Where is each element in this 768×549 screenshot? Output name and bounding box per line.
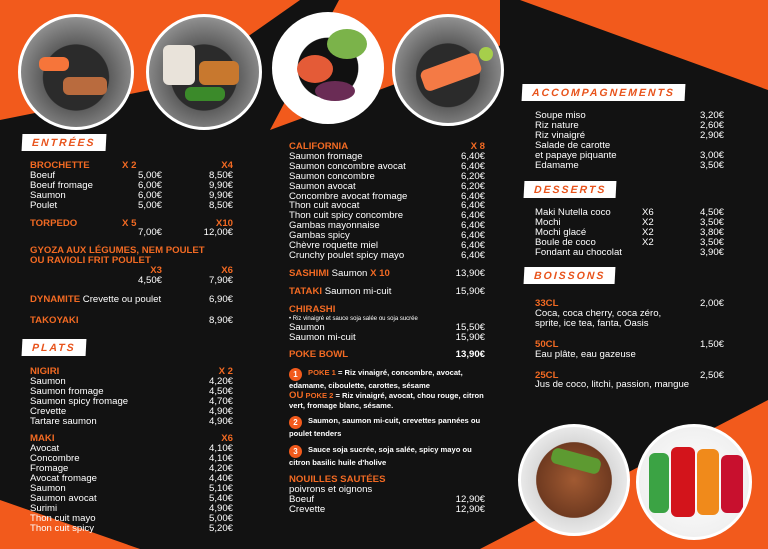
- menu-item: Maki Nutella coco X6 4,50€: [535, 207, 724, 218]
- menu-item: Thon cuit spicy 5,20€: [30, 522, 233, 534]
- maki-image: [163, 45, 195, 85]
- poke-name: POKE BOWL: [289, 349, 349, 361]
- nigiri-name: NIGIRI: [30, 366, 60, 377]
- menu-item: Saumon avocat 5,40€: [30, 492, 233, 504]
- red-cabbage-image: [315, 81, 355, 101]
- menu-item: Soupe miso 3,20€: [535, 110, 724, 121]
- menu-item: Crunchy poulet spicy mayo 6,40€: [289, 249, 485, 261]
- dynamite-row: [30, 295, 233, 305]
- menu-item: Mochi X2 3,50€: [535, 216, 724, 228]
- sushi-photo: [18, 14, 134, 130]
- sashimi-desc: Saumon: [331, 267, 368, 279]
- poke-step-2: [289, 416, 485, 439]
- salad-image: [185, 87, 225, 101]
- poke1-label: POKE 1: [308, 368, 336, 378]
- nem-image: [199, 61, 239, 85]
- menu-item: Saumon mi-cuit 15,90€: [289, 331, 485, 343]
- california-qty: X 8: [470, 141, 485, 152]
- tataki-name: TATAKI: [289, 285, 323, 297]
- menu-item: Crevette 12,90€: [289, 504, 485, 515]
- boisson-group-header: 50CL 1,50€: [535, 338, 724, 350]
- menu-item: Gambas mayonnaise 6,40€: [289, 220, 485, 232]
- torpedo-name: TORPEDO: [30, 217, 78, 229]
- menu-item: Poulet 5,00€ 8,50€: [30, 199, 233, 211]
- entrees-list: [30, 161, 233, 326]
- dynamite-desc: Crevette ou poulet: [82, 293, 162, 305]
- poke-step-3: [289, 445, 485, 468]
- menu-item: Saumon 5,10€: [30, 482, 233, 494]
- menu-item: Avocat 4,10€: [30, 443, 233, 455]
- maki-qty: X6: [221, 433, 233, 445]
- takoyaki-row: [30, 316, 233, 326]
- menu-item: Thon cuit mayo 5,00€: [30, 512, 233, 524]
- boissons-list: [535, 299, 724, 390]
- boisson-group-desc: Eau plâte, eau gazeuse: [535, 348, 636, 360]
- drinks-photo: [636, 424, 752, 540]
- section-title-plats: PLATS: [22, 339, 87, 356]
- menu-item: Saumon 15,50€: [289, 321, 485, 333]
- nigiri-qty: X 2: [218, 366, 233, 377]
- menu-item: Concombre avocat fromage 6,40€: [289, 190, 485, 202]
- torpedo-qty2: X10: [215, 217, 233, 229]
- poke-or-label: OU: [289, 389, 304, 401]
- sashimi-slices-image: [419, 51, 483, 92]
- desserts-list: [535, 208, 724, 258]
- gyoza-qty-row: [30, 266, 233, 276]
- brochette-qty2: X4: [221, 160, 233, 171]
- poke-header: [289, 350, 485, 360]
- menu-item: Saumon spicy fromage 4,70€: [30, 395, 233, 407]
- menu-item: et papaye piquante 3,00€: [535, 149, 724, 161]
- boisson-group-header: 25CL 2,50€: [535, 369, 724, 381]
- maki-header: [30, 434, 233, 444]
- menu-item: Thon cuit spicy concombre 6,40€: [289, 210, 485, 222]
- torpedo-header: [30, 219, 233, 229]
- menu-item: Boeuf fromage 6,00€ 9,90€: [30, 179, 233, 191]
- maki-name: MAKI: [30, 433, 55, 445]
- dynamite-name: DYNAMITE: [30, 293, 81, 305]
- menu-item: Saumon fromage 6,40€: [289, 150, 485, 162]
- poke-bowl-photo: [272, 12, 384, 124]
- poke-price: 13,90€: [455, 349, 485, 361]
- menu-item: Mochi glacé X2 3,80€: [535, 226, 724, 238]
- menu-item: Saumon 6,00€ 9,90€: [30, 189, 233, 201]
- accompagnements-list: [535, 111, 724, 170]
- menu-item: Salade de carotte: [535, 139, 611, 151]
- chirashi-note: • Riz vinaigré et sauce soja salée ou soja sucrée: [289, 315, 418, 322]
- sashimi-qty: X 10: [370, 267, 390, 279]
- menu-item: Crevette 4,90€: [30, 405, 233, 417]
- boisson-group-header: 33CL 2,00€: [535, 298, 724, 309]
- middle-list: [289, 142, 485, 515]
- tataki-desc: Saumon mi-cuit: [324, 285, 392, 297]
- salmon-nigiri-image: [39, 57, 69, 71]
- section-title-boissons: BOISSONS: [524, 267, 616, 284]
- menu-item: Boeuf 5,00€ 8,50€: [30, 169, 233, 181]
- boisson-group-desc: Coca, coca cherry, coca zéro,: [535, 307, 662, 319]
- maki-nem-photo: [146, 14, 262, 130]
- menu-item: Riz vinaigré 2,90€: [535, 129, 724, 141]
- sashimi-photo: [392, 14, 504, 126]
- boisson-group-desc: Jus de coco, litchi, passion, mangue: [535, 379, 690, 391]
- sashimi-name: SASHIMI: [289, 267, 329, 279]
- gyoza-name-line2: OU RAVIOLI FRIT POULET: [30, 255, 151, 267]
- menu-item: 4,50€ 7,90€: [137, 275, 233, 287]
- step-number-1: 1: [289, 368, 302, 381]
- fanta-can-icon: [697, 449, 719, 515]
- menu-item: Saumon 4,20€: [30, 375, 233, 387]
- menu-item: Riz nature 2,60€: [535, 119, 724, 131]
- menu-item: Concombre 4,10€: [30, 453, 233, 465]
- section-title-desserts: DESSERTS: [524, 181, 617, 198]
- brochette-image: [63, 77, 107, 95]
- section-title-entrees: ENTRÉES: [22, 134, 106, 151]
- menu-item: Saumon fromage 4,50€: [30, 385, 233, 397]
- menu-item: 7,00€ 12,00€: [137, 227, 233, 239]
- pepper-image: [550, 447, 602, 475]
- brochette-header: [30, 161, 233, 171]
- menu-item: Saumon avocat 6,20€: [289, 180, 485, 192]
- boisson-group-desc: sprite, ice tea, fanta, Oasis: [535, 317, 649, 329]
- tataki-row: [289, 287, 485, 297]
- menu-item: Fondant au chocolat 3,90€: [535, 246, 724, 258]
- menu-item: Fromage 4,20€: [30, 463, 233, 475]
- poke2-text: = Riz vinaigré, avocat, chou rouge, citron vert, fromage blanc, sésame.: [289, 390, 484, 410]
- poke-step-3-text: Sauce soja sucrée, soja salée, spicy mayo ou citron basilic huile d'holive: [289, 444, 472, 467]
- torpedo-qty1: X 5: [122, 217, 137, 229]
- tataki-price: 15,90€: [455, 285, 485, 297]
- menu-item: Boule de coco X2 3,50€: [535, 236, 724, 248]
- nouilles-name: NOUILLES SAUTÉES: [289, 474, 386, 486]
- poke1-text: = Riz vinaigré, concombre, avocat, edamame, ciboulette, carottes, sésame: [289, 368, 463, 391]
- menu-item: Edamame 3,50€: [535, 159, 724, 171]
- coca-can-icon: [671, 447, 695, 517]
- coca-zero-can-icon: [721, 455, 743, 513]
- menu-item: Avocat fromage 4,40€: [30, 473, 233, 485]
- nouilles-desc: poivrons et oignons: [289, 484, 373, 496]
- section-title-accompagnements: ACCOMPAGNEMENTS: [522, 84, 686, 101]
- menu-item: Thon cuit avocat 6,40€: [289, 200, 485, 212]
- sashimi-row: [289, 269, 485, 279]
- menu-item: Surimi 4,90€: [30, 502, 233, 514]
- takoyaki-name: TAKOYAKI: [30, 314, 79, 326]
- california-name: CALIFORNIA: [289, 141, 349, 152]
- gyoza-name: GYOZA AUX LÉGUMES, NEM POULET: [30, 245, 205, 257]
- salmon-cubes-image: [297, 55, 333, 83]
- plats-list: [30, 367, 233, 534]
- poke2-label: POKE 2: [305, 390, 334, 400]
- sprite-can-icon: [649, 453, 669, 513]
- menu-item: Saumon concombre avocat 6,40€: [289, 160, 485, 172]
- menu-item: Boeuf 12,90€: [289, 494, 485, 506]
- lime-image: [479, 47, 493, 61]
- poke-step-1: [289, 368, 485, 410]
- step-number-2: 2: [289, 416, 302, 429]
- poke-steps: [289, 368, 485, 467]
- step-number-3: 3: [289, 445, 302, 458]
- gyoza-qty2: X6: [221, 265, 233, 277]
- noodles-photo: [518, 424, 630, 536]
- brochette-name: BROCHETTE: [30, 160, 90, 171]
- menu-item: Tartare saumon 4,90€: [30, 415, 233, 427]
- orange-band-right-top: [520, 0, 768, 90]
- dynamite-price: 6,90€: [208, 293, 233, 305]
- avocado-image: [327, 29, 367, 59]
- menu-item: Chèvre roquette miel 6,40€: [289, 240, 485, 252]
- brochette-qty1: X 2: [122, 160, 137, 171]
- chirashi-name: CHIRASHI: [289, 303, 336, 315]
- takoyaki-price: 8,90€: [208, 314, 233, 326]
- menu-item: Gambas spicy 6,40€: [289, 230, 485, 242]
- gyoza-qty1: X3: [150, 265, 162, 277]
- menu-item: Saumon concombre 6,20€: [289, 170, 485, 182]
- poke-step-2-text: Saumon, saumon mi-cuit, crevettes pannées ou poulet tenders: [289, 416, 481, 439]
- sashimi-price: 13,90€: [455, 267, 485, 279]
